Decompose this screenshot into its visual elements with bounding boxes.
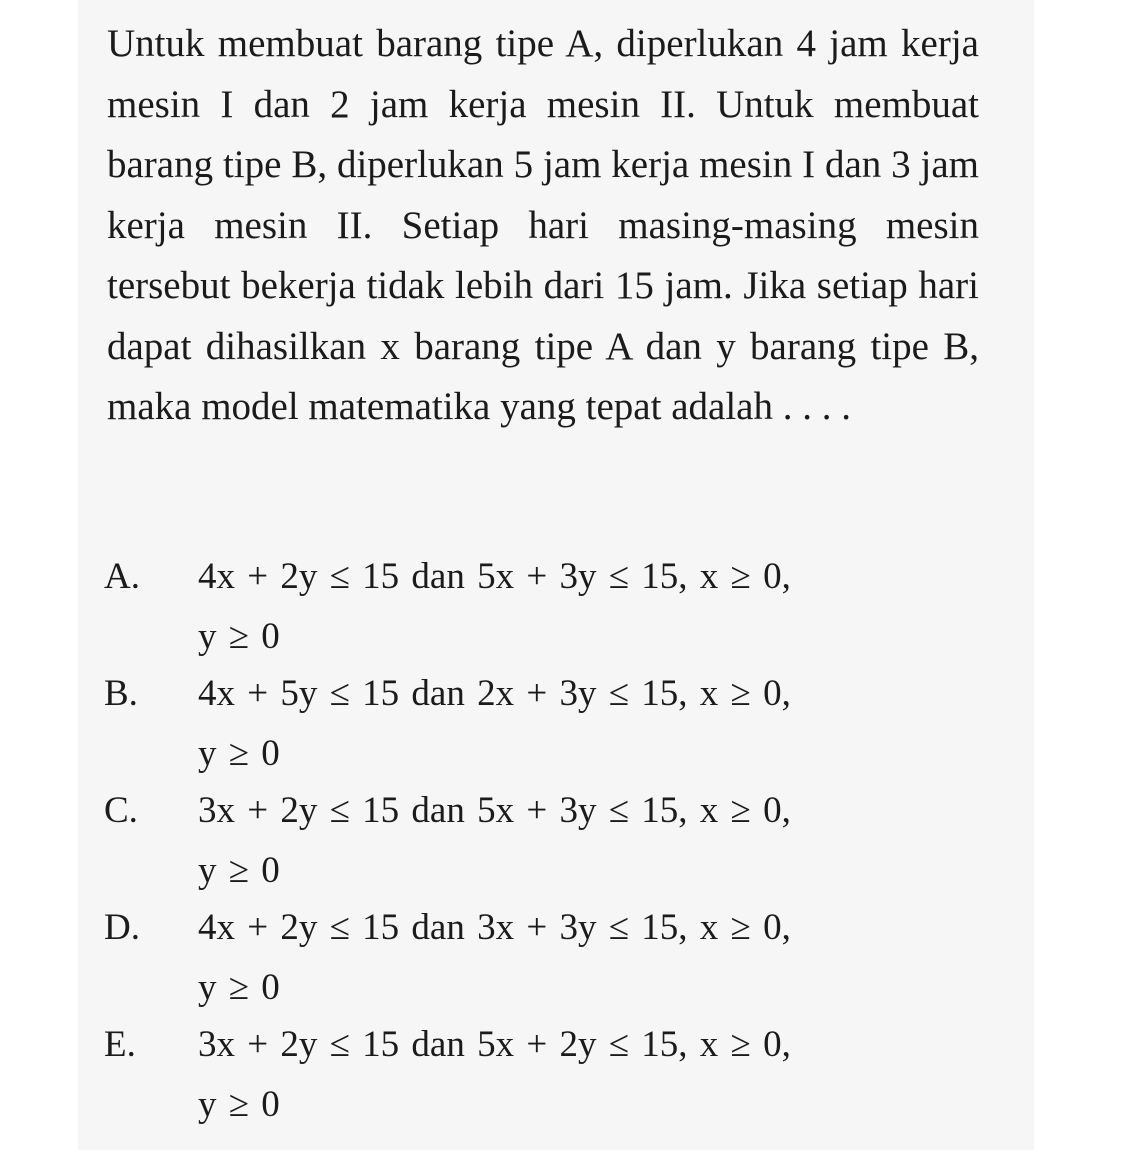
option-letter: B.	[104, 673, 138, 714]
option-c[interactable]	[104, 781, 1004, 898]
option-letter: E.	[104, 1024, 136, 1065]
option-d[interactable]	[104, 898, 1004, 1015]
option-text: 4x + 2y ≤ 15 dan 3x + 3y ≤ 15, x ≥ 0, y ≥ 0	[198, 907, 791, 1008]
option-text: 3x + 2y ≤ 15 dan 5x + 2y ≤ 15, x ≥ 0, y ≥ 0	[198, 1024, 791, 1125]
question-text: Untuk membuat barang tipe A, diperlukan 4 jam kerja mesin I dan 2 jam kerja mesin II. Untuk membuat barang tipe B, diperlukan 5 jam kerja mesin I dan 3 jam kerja mesin II. Setiap hari masing-masing mesin tersebut bekerja tidak lebih dari 15 jam. Jika setiap hari dapat dihasilkan x barang tipe A dan y barang tipe B, maka model matematika yang tepat adalah . . . .	[107, 22, 979, 428]
option-e[interactable]	[104, 1015, 1004, 1132]
option-letter: A.	[104, 556, 140, 597]
option-text: 4x + 5y ≤ 15 dan 2x + 3y ≤ 15, x ≥ 0, y ≥ 0	[198, 673, 791, 774]
option-letter: D.	[104, 907, 140, 948]
answer-options	[104, 547, 1004, 1132]
option-letter: C.	[104, 790, 138, 831]
option-b[interactable]	[104, 664, 1004, 781]
option-text: 4x + 2y ≤ 15 dan 5x + 3y ≤ 15, x ≥ 0, y ≥ 0	[198, 556, 791, 657]
option-text: 3x + 2y ≤ 15 dan 5x + 3y ≤ 15, x ≥ 0, y ≥ 0	[198, 790, 791, 891]
option-a[interactable]	[104, 547, 1004, 664]
